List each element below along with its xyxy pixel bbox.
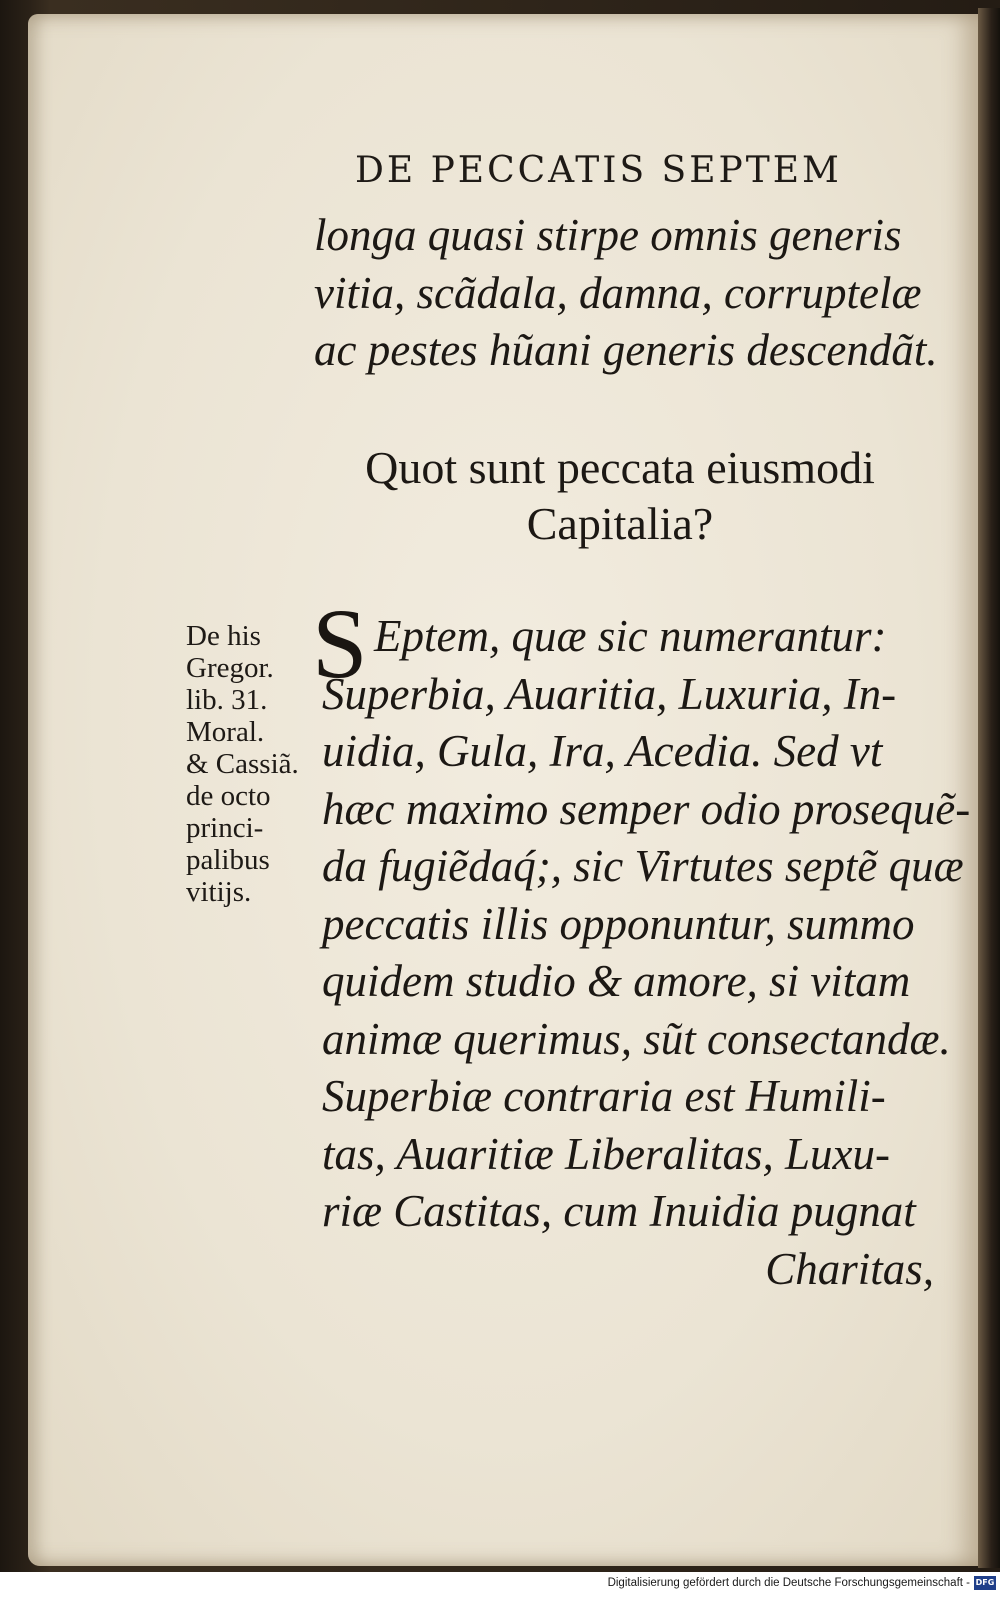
text-line: longa quasi stirpe omnis generis — [314, 210, 902, 260]
margin-note-line: vitijs. — [186, 876, 252, 908]
text-line: uidia, Gula, Ira, Acedia. Sed vt — [322, 726, 883, 776]
catchword: Charitas, — [765, 1243, 934, 1294]
margin-note-line: De his — [186, 620, 261, 652]
margin-note-line: de octo — [186, 780, 271, 812]
text-line: riæ Castitas, cum Inuidia pugnat — [322, 1186, 916, 1236]
book-edge — [978, 8, 1000, 1568]
text-line: animæ querimus, sũt consectandæ. — [322, 1013, 951, 1064]
text-line: hæc maximo semper odio prosequẽ- — [322, 783, 971, 834]
text-line: ac pestes hũani generis descendãt. — [314, 325, 938, 375]
text-line: vitia, scãdala, damna, corruptelæ — [314, 267, 922, 318]
question-heading — [300, 440, 940, 552]
text-line: Eptem, quæ sic numerantur: — [374, 611, 887, 661]
margin-note-line: lib. 31. — [186, 684, 268, 716]
question-line: Quot sunt peccata eiusmodi — [365, 442, 875, 493]
margin-note-line: palibus — [186, 844, 270, 876]
dfg-logo: DFG — [974, 1576, 996, 1590]
drop-cap: S — [312, 588, 368, 699]
body-paragraph — [322, 666, 971, 1299]
text-line: da fugiẽdaq́;, sic Virtutes septẽ quæ — [322, 841, 964, 891]
text-line: tas, Auaritiæ Liberalitas, Luxu- — [322, 1128, 890, 1179]
text-line: Superbiæ contraria est Humili- — [322, 1071, 886, 1121]
text-line: peccatis illis opponuntur, summo — [322, 898, 915, 949]
running-head: DE PECCATIS SEPTEM — [355, 150, 842, 191]
margin-note — [186, 620, 321, 908]
text-line: Superbia, Auaritia, Luxuria, In- — [322, 668, 897, 719]
top-paragraph — [314, 207, 938, 380]
question-line: Capitalia? — [526, 498, 714, 549]
margin-note-line: Moral. — [186, 716, 265, 748]
margin-note-line: princi- — [186, 812, 264, 844]
margin-note-line: Gregor. — [186, 652, 274, 684]
first-line-block — [374, 608, 934, 666]
text-line: quidem studio & amore, si vitam — [322, 956, 911, 1006]
footer-credit: Digitalisierung gefördert durch die Deutsche Forschungsgemeinschaft - — [607, 1577, 970, 1589]
margin-note-line: & Cassiã. — [186, 748, 299, 780]
